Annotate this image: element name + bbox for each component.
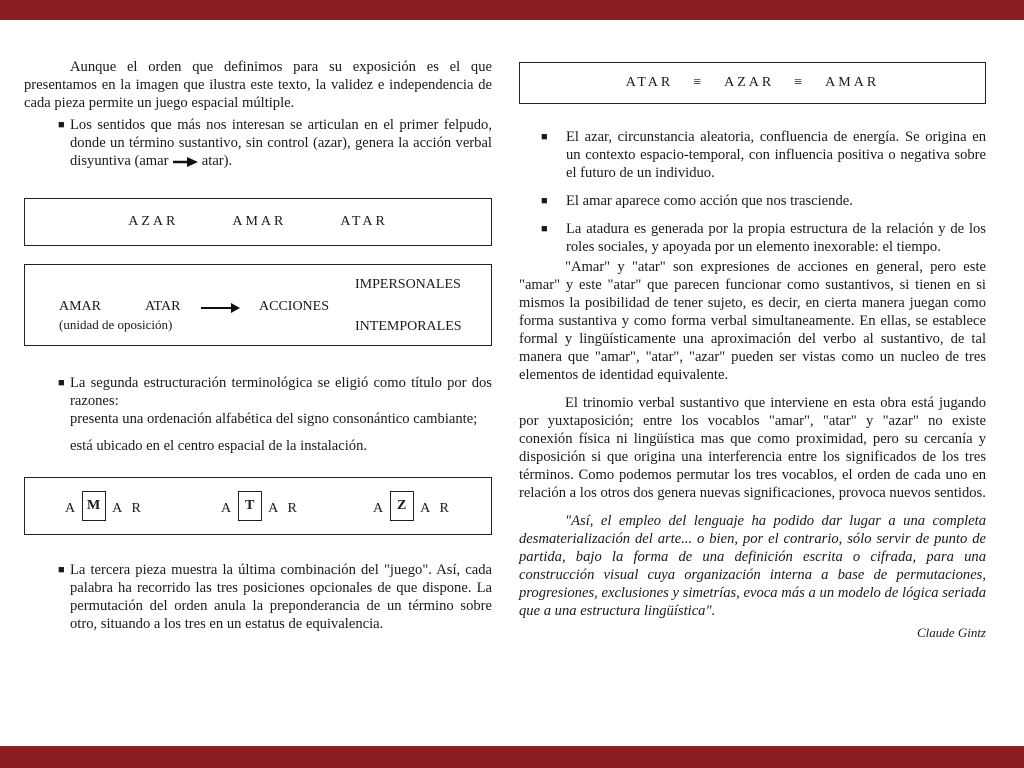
bullet-text: El azar, circunstancia aleatoria, confluencia de energía. Se origina en un contexto espacio-temporal, con influencia positiva o negativa sobre el futuro de un individuo. bbox=[566, 129, 986, 181]
letter-group-z: A Z A R bbox=[373, 497, 450, 521]
bullet-item bbox=[24, 116, 492, 170]
diagram-arrow-line bbox=[201, 307, 235, 309]
arrow-right-icon bbox=[231, 303, 240, 313]
bullet-text: La segunda estructuración terminológica se eligió como título por dos razones: bbox=[70, 375, 492, 409]
bullet-text: Los sentidos que más nos interesan se articulan en el primer felpudo, donde un término sustantivo, sin control (azar), genera la acción verbal disyuntiva (amar bbox=[70, 117, 492, 169]
bullet-text: La atadura es generada por la propia estructura de la relación y de los roles sociales, y apoyada por un elemento inexorable: el tiempo. bbox=[566, 221, 986, 255]
bullet-text-end: atar). bbox=[201, 153, 233, 169]
bullet-item bbox=[24, 561, 492, 633]
bullet-text: La tercera pieza muestra la última combinación del "juego". Así, cada palabra ha recorrido las tres posiciones opcionales de que dispone. La permutación del orden anula la preponderancia de un término sobre otro, situando a los tres en un estatus de equivalencia. bbox=[70, 562, 492, 632]
bottom-band bbox=[0, 746, 1024, 768]
bullet-icon: ■ bbox=[541, 223, 548, 235]
bullet-item bbox=[519, 192, 986, 210]
letter-group-t: A T A R bbox=[221, 497, 298, 521]
diagram-intemporales: INTEMPORALES bbox=[355, 319, 462, 334]
bullet-icon: ■ bbox=[58, 564, 65, 576]
diagram-impersonales: IMPERSONALES bbox=[355, 277, 461, 292]
word-azar: AZAR bbox=[128, 214, 179, 229]
framed-letter: M bbox=[82, 491, 106, 521]
left-column bbox=[24, 58, 492, 633]
body-paragraph: El trinomio verbal sustantivo que interviene en esta obra está jugando por yuxtaposición; entre los vocablos "amar", "atar" y "azar" no existe conexión física ni lingüística mas que como proximidad, pero su cercanía y disposición si que origina una interferencia entre los significados de los tres términos. Como podemos permutar los tres vocablos, el orden de cada uno en relación a los otros dos genera nuevas significaciones, provoca nuevos sentidos. bbox=[519, 395, 986, 501]
word-amar: AMAR bbox=[825, 75, 880, 90]
bullet-icon: ■ bbox=[541, 131, 548, 143]
diagram-subtitle: (unidad de oposición) bbox=[59, 317, 173, 332]
quote-signature: Claude Gintz bbox=[917, 625, 986, 640]
bullet-item bbox=[519, 128, 986, 182]
word-atar: ATAR bbox=[625, 75, 674, 90]
letters-box bbox=[24, 477, 492, 535]
intro-paragraph: Aunque el orden que definimos para su exposición es el que presentamos en la imagen que ilustra este texto, la validez e independencia de cada pieza permite un juego espacial múltiple. bbox=[24, 59, 492, 111]
bullet-subline: está ubicado en el centro espacial de la instalación. bbox=[70, 438, 368, 454]
bullet-icon: ■ bbox=[58, 377, 65, 389]
equivalence-box bbox=[519, 62, 986, 104]
right-column bbox=[519, 62, 986, 642]
diagram-acciones: ACCIONES bbox=[259, 299, 330, 314]
word-amar: AMAR bbox=[232, 214, 287, 229]
actions-diagram-box bbox=[24, 264, 492, 346]
word-azar: AZAR bbox=[724, 75, 775, 90]
arrow-right-icon bbox=[172, 157, 198, 167]
words-box bbox=[24, 198, 492, 246]
bullet-icon: ■ bbox=[58, 119, 65, 131]
word-atar: ATAR bbox=[340, 214, 388, 229]
diagram-amar: AMAR bbox=[59, 299, 102, 314]
letter-group-m: A M A R bbox=[65, 497, 142, 521]
bullet-text: El amar aparece como acción que nos trasciende. bbox=[566, 193, 853, 209]
top-band bbox=[0, 0, 1024, 20]
body-paragraph: "Amar" y "atar" son expresiones de acciones en general, pero este "amar" y este "atar" que parecen funcionar como sustantivos, si tienen en si mismos la posibilidad de tener sujeto, es decir, en cierta manera juegan como forma sustantiva y como forma verbal simultaneamente. En ellas, se establece formal y lingüísticamente una aproximación del verbo al sustantivo, de tal manera que "amar", "atar", "azar" pueden ser vistas como un nucleo de tres elementos de identidad equivalente. bbox=[519, 259, 986, 383]
equiv-symbol: ≡ bbox=[794, 75, 806, 90]
bullet-subline: presenta una ordenación alfabética del signo consonántico cambiante; bbox=[70, 411, 478, 427]
diagram-atar: ATAR bbox=[145, 299, 181, 314]
bullet-icon: ■ bbox=[541, 195, 548, 207]
framed-letter: T bbox=[238, 491, 262, 521]
bullet-item bbox=[24, 374, 492, 455]
bullet-item bbox=[519, 220, 986, 256]
quote-paragraph: "Así, el empleo del lenguaje ha podido dar lugar a una completa desmaterialización del arte... o bien, por el contrario, sólo servir de punto de partida, bajo la forma de una definición escrita o cifrada, para una construcción visual cuya organización interna a base de permutaciones, progresiones, exclusiones y simetrías, evoca más a un modelo de lógica seriada que a una estructura lingüística". bbox=[519, 513, 986, 619]
equiv-symbol: ≡ bbox=[693, 75, 705, 90]
framed-letter: Z bbox=[390, 491, 414, 521]
